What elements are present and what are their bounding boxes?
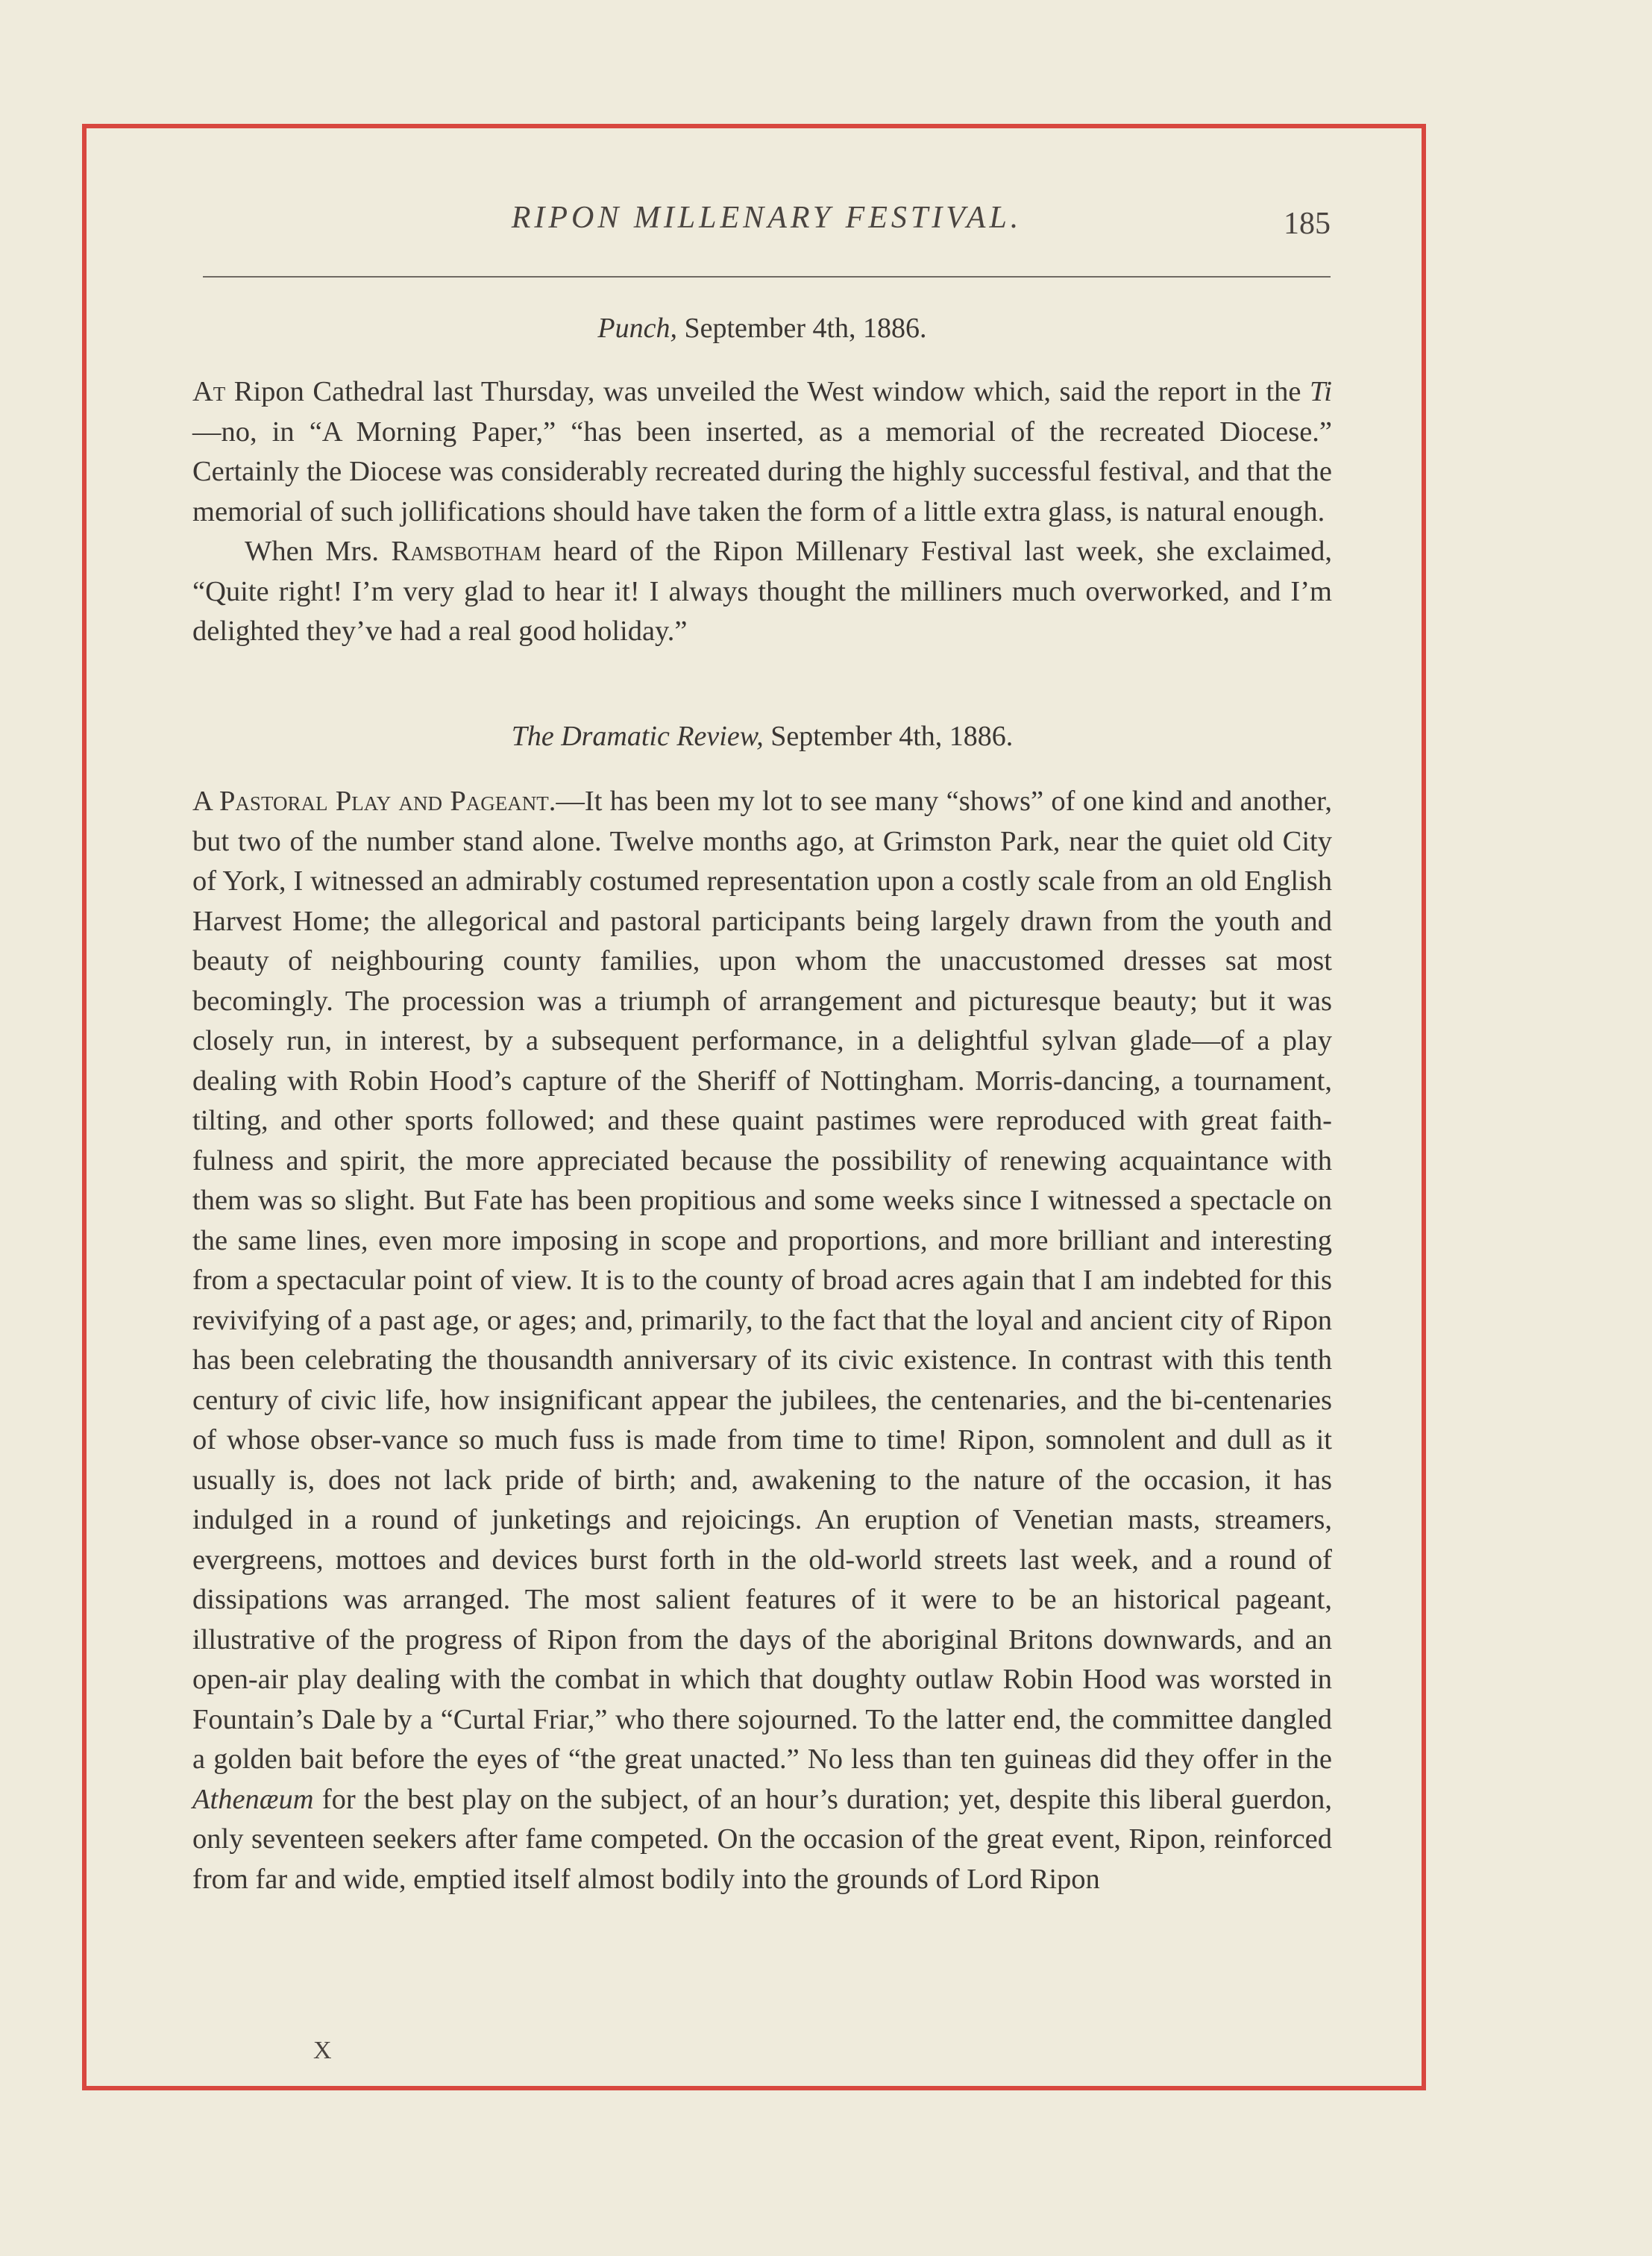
running-head	[203, 200, 1331, 245]
punch-source-line	[192, 312, 1332, 345]
punch-ti-abbrev: Ti	[1310, 376, 1332, 407]
dramatic-review-source-line	[192, 720, 1332, 753]
punch-source-title: Punch,	[597, 313, 677, 344]
running-title: RIPON MILLENARY FESTIVAL.	[511, 201, 1023, 235]
dramatic-review-paragraph: A Pastoral Play and Pageant.—It has been my lot to see many “shows” of one kind and another, but two of the number stand alone. Twelve months ago, at Grimston Park, near the quiet old City of York, I witnessed an admirably costumed representation upon a costly scale from an old English Harvest Home; the allegorical and pastoral participants being largely drawn from the youth and beauty of neighbouring county families, upon whom the unaccustomed dresses sat most becomingly. The procession was a triumph of arrangement and picturesque beauty; but it was closely run, in interest, by a subsequent performance, in a delightful sylvan glade—of a play dealing with Robin Hood’s capture of the Sheriff of Nottingham. Morris-dancing, a tournament, tilting, and other sports followed; and these quaint pastimes were reproduced with great faith-fulness and spirit, the more appreciated because the possibility of renewing acquaintance with them was so slight. But Fate has been propitious and some weeks since I witnessed a spectacle on the same lines, even more imposing in scope and proportions, and more brilliant and interesting from a spectacular point of view. It is to the county of broad acres again that I am indebted for this revivifying of a past age, or ages; and, primarily, to the fact that the loyal and ancient city of Ripon has been celebrating the thousandth anniversary of its civic existence. In contrast with this tenth century of civic life, how insignificant appear the jubilees, the centenaries, and the bi-centenaries of whose obser-vance so much fuss is made from time to time! Ripon, somnolent and dull as it usually is, does not lack pride of birth; and, awakening to the nature of the occasion, it has indulged in a round of junketings and rejoicings. An eruption of Venetian masts, streamers, evergreens, mottoes and devices burst forth in the old-world streets last week, and a round of dissipations was arranged. The most salient features of it were to be an historical pageant, illustrative of the progress of Ripon from the days of the aboriginal Britons downwards, and an open-air play dealing with the combat in which that doughty outlaw Robin Hood was worsted in Fountain’s Dale by a “Curtal Friar,” who there sojourned. To the latter end, the committee dangled a golden bait before the eyes of “the great unacted.” No less than ten guineas did they offer in the Athenæum for the best play on the subject, of an hour’s duration; yet, despite this liberal guerdon, only seventeen seekers after fame competed. On the occasion of the great event, Ripon, reinforced from far and wide, emptied itself almost bodily into the grounds of Lord Ripon	[192, 786, 1332, 1895]
punch-source-date: September 4th, 1886.	[684, 313, 927, 344]
punch-lead-word: At	[192, 376, 226, 407]
signature-mark: X	[313, 2037, 332, 2064]
athenaeum-title: Athenæum	[192, 1783, 314, 1815]
page-number: 185	[1284, 207, 1331, 241]
punch-paragraph-1: At Ripon Cathedral last Thursday, was unveiled the West window which, said the report in the Ti—no, in “A Morning Paper,” “has been inserted, as a memorial of the recreated Diocese.” Certainly the Diocese was considerably recreated during the highly successful festival, and that the memorial of such jollifications should have taken the form of a little extra glass, is natural enough.	[192, 376, 1332, 527]
dramatic-review-source-title: The Dramatic Review,	[511, 721, 764, 752]
article-heading: A Pastoral Play and Pageant.	[192, 786, 556, 817]
punch-paragraph-2: When Mrs. Ramsbotham heard of the Ripon Millenary Festival last week, she exclaimed, “Quite right! I’m very glad to hear it! I always thought the milliners much overworked, and I’m delighted they’ve had a real good holiday.”	[192, 536, 1332, 647]
ramsbotham-name: Ramsbotham	[391, 536, 541, 567]
header-rule	[203, 276, 1331, 278]
punch-article	[192, 372, 1332, 652]
dramatic-review-article	[192, 782, 1332, 1899]
dramatic-review-source-date: September 4th, 1886.	[770, 721, 1014, 752]
